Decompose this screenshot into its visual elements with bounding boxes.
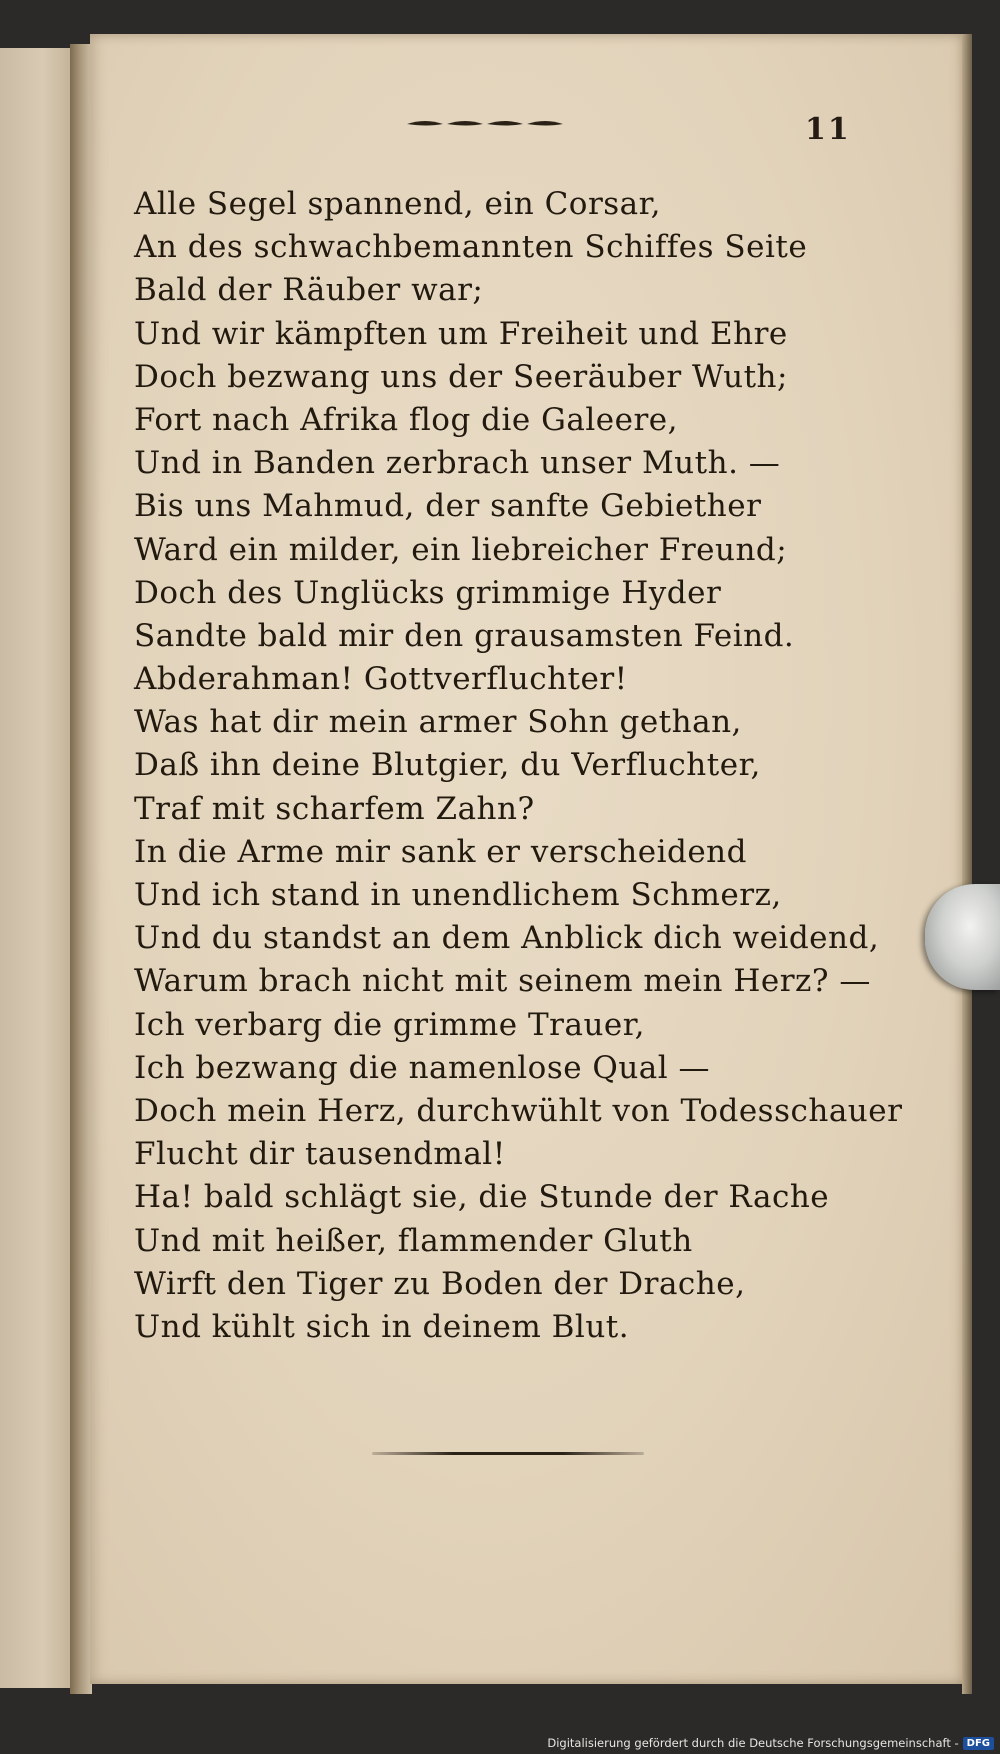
poem-line: Warum brach nicht mit seinem mein Herz? — (134, 963, 871, 1000)
poem-line: Flucht dir tausendmal! (134, 1136, 506, 1173)
poem-line: Abderahman! Gottverfluchter! (134, 661, 628, 698)
poem-line: Bald der Räuber war; (134, 272, 484, 309)
poem-line: Ha! bald schlägt sie, die Stunde der Rache (134, 1179, 830, 1216)
poem-text (134, 183, 934, 1349)
poem-line: Daß ihn deine Blutgier, du Verfluchter, (134, 747, 761, 784)
poem-line: Doch mein Herz, durchwühlt von Todesschauer (134, 1092, 903, 1129)
poem-line: Alle Segel spannend, ein Corsar, (134, 186, 661, 222)
poem-line: Ich verbarg die grimme Trauer, (134, 1006, 646, 1043)
dfg-logo: DFG (963, 1737, 994, 1750)
footer-credit (547, 1736, 994, 1750)
poem-line: Doch des Unglücks grimmige Hyder (134, 574, 722, 611)
poem-line: Und wir kämpften um Freiheit und Ehre (134, 315, 788, 352)
poem-line: An des schwachbemannten Schiffes Seite (134, 229, 808, 266)
page-number: 11 (805, 112, 851, 147)
poem-line: Ward ein milder, ein liebreicher Freund; (134, 531, 788, 568)
poem-line: Wirft den Tiger zu Boden der Drache, (134, 1265, 746, 1302)
poem-line: In die Arme mir sank er verscheidend (134, 833, 747, 870)
header-ornament (405, 118, 565, 128)
poem-line: Und du standst an dem Anblick dich weidend, (134, 920, 880, 957)
poem-line: Und mit heißer, flammender Gluth (134, 1222, 693, 1259)
poem-line: Traf mit scharfem Zahn? (134, 790, 535, 827)
poem-line: Sandte bald mir den grausamsten Feind. (134, 617, 795, 654)
poem-line: Was hat dir mein armer Sohn gethan, (134, 704, 742, 741)
page-edge (962, 34, 972, 1694)
poem-line: Ich bezwang die namenlose Qual — (134, 1049, 711, 1086)
poem-line: Und kühlt sich in deinem Blut. (134, 1308, 630, 1345)
previous-page-edge (0, 48, 81, 1688)
closing-rule (372, 1452, 644, 1455)
poem-line: Fort nach Afrika flog die Galeere, (134, 401, 678, 438)
poem-line: Und in Banden zerbrach unser Muth. — (134, 445, 781, 482)
poem-line: Bis uns Mahmud, der sanfte Gebiether (134, 488, 762, 525)
poem-line: Doch bezwang uns der Seeräuber Wuth; (134, 358, 788, 395)
poem-line: Und ich stand in unendlichem Schmerz, (134, 877, 782, 913)
book-gutter (70, 44, 92, 1694)
credit-text: Digitalisierung gefördert durch die Deutsche Forschungsgemeinschaft - (547, 1736, 959, 1750)
